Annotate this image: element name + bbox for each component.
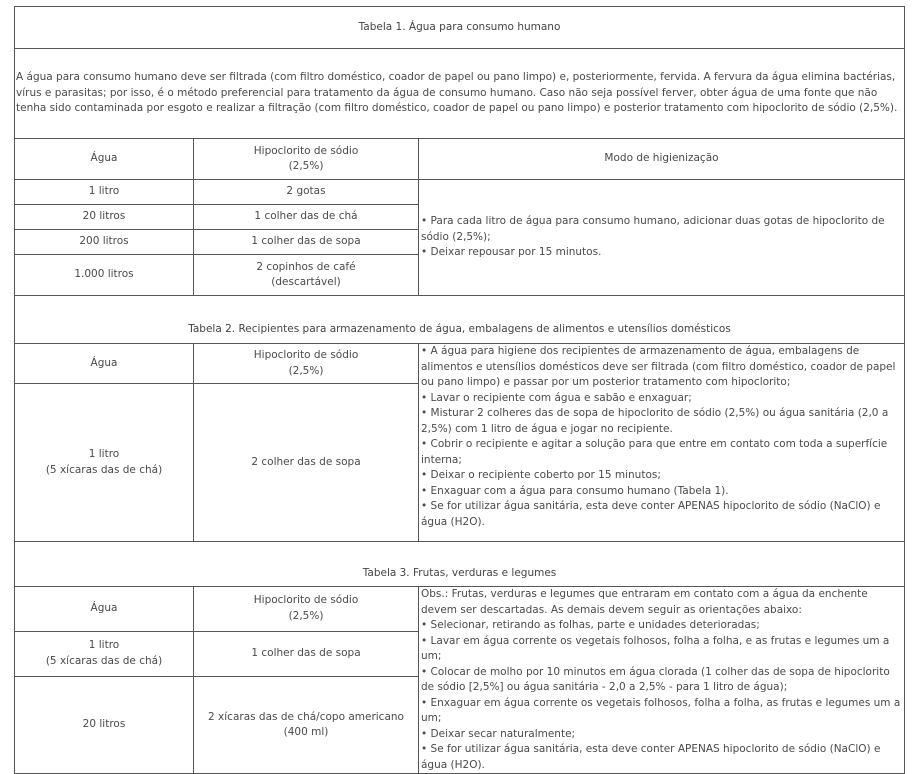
table3-title: Tabela 3. Frutas, verduras e legumes <box>15 542 905 587</box>
method-line: • Deixar o recipiente coberto por 15 minutos; <box>421 469 661 481</box>
header-hypo-line2: (2,5%) <box>288 160 324 172</box>
table3-header-row <box>15 587 905 632</box>
table1-hypo-cell: 2 gotas <box>194 180 419 205</box>
method-line: • Se for utilizar água sanitária, esta deve conter APENAS hipoclorito de sódio (NaClO) e água (H2O). <box>421 743 881 771</box>
method-line: • Colocar de molho por 10 minutos em água clorada (1 colher das de sopa de hipoclorito de sódio [2,5%] ou água sanitária - 2,0 a 2,5% - para 1 litro de água); <box>421 665 890 693</box>
table1-intro-row <box>15 49 905 139</box>
water-line1: 1 litro <box>88 448 120 460</box>
table2-method-cell <box>419 344 905 542</box>
header-hypo-line1: Hipoclorito de sódio <box>253 144 359 157</box>
hypo-line2: (400 ml) <box>283 726 329 739</box>
table1-header-hypochlorite <box>194 139 419 180</box>
table2-header-hypochlorite <box>194 344 419 384</box>
table3-hypo-cell <box>194 631 419 677</box>
hypo-line2: (descartável) <box>271 276 341 288</box>
hypo-line1: 2 copinhos de café <box>256 260 356 273</box>
hypo-line1: 1 colher das de sopa <box>251 647 361 660</box>
table1-hypo-cell: 1 colher das de chá <box>194 205 419 230</box>
table1-intro-text: A água para consumo humano deve ser filtrada (com filtro doméstico, coador de papel ou pano limpo) e, posteriormente, fervida. A fervura da água elimina bactérias, vírus e parasitas; por isso, é o método preferencial para tratamento da água de consumo humano. Caso não seja possível ferver, obter água de uma fonte que não tenha sido contaminada por esgoto e realizar a filtração (com filtro doméstico, coador de papel ou pano limpo) e posterior tratamento com hipoclorito de sódio (2,5%). <box>16 71 898 115</box>
method-line: • Se for utilizar água sanitária, esta deve conter APENAS hipoclorito de sódio (NaClO) e água (H2O). <box>421 500 881 528</box>
table2-water-cell <box>15 384 194 542</box>
table1-header-row <box>15 139 905 180</box>
table2-header-row <box>15 344 905 384</box>
header-hypo-line1: Hipoclorito de sódio <box>253 349 359 361</box>
header-hypo-line2: (2,5%) <box>288 609 324 622</box>
table2-title-row <box>15 296 905 344</box>
method-line: • Para cada litro de água para consumo humano, adicionar duas gotas de hipoclorito de sódio (2,5%); <box>421 215 885 243</box>
table3-water-cell <box>15 677 194 774</box>
method-line: • Cobrir o recipiente e agitar a solução para que entre em contato com toda a superfície interna; <box>421 438 888 466</box>
document <box>14 6 904 774</box>
hypo-line1: 2 xícaras das de chá/copo americano <box>208 710 404 723</box>
water-line1: 1 litro <box>88 639 120 652</box>
method-line: • Lavar em água corrente os vegetais folhosos, folha a folha, e as frutas e legumes um a um; <box>421 634 890 662</box>
table3-title-row <box>15 542 905 587</box>
table1-water-cell: 1 litro <box>15 180 194 205</box>
table-row <box>15 180 905 205</box>
method-line: • Lavar o recipiente com água e sabão e enxaguar; <box>421 391 692 404</box>
table1-method-cell <box>419 180 905 296</box>
table1-title: Tabela 1. Água para consumo humano <box>15 7 905 49</box>
table1-header-method: Modo de higienização <box>419 139 905 180</box>
table3-water-cell <box>15 631 194 677</box>
method-line: • A água para higiene dos recipientes de armazenamento de água, embalagens de alimentos e utensílios domésticos deve ser filtrada (com filtro doméstico, coador de papel ou pano limpo) e passar por um posterior tratamento com hipoclorito; <box>421 345 896 388</box>
table1-water-cell: 200 litros <box>15 230 194 255</box>
method-line: • Deixar repousar por 15 minutos. <box>421 246 602 259</box>
water-line1: 20 litros <box>82 718 126 731</box>
table3-hypo-cell <box>194 677 419 774</box>
table1-title-row <box>15 7 905 49</box>
water-line2: (5 xícaras das de chá) <box>45 654 163 667</box>
method-line: • Misturar 2 colheres das de sopa de hipoclorito de sódio (2,5%) ou água sanitária (2,0 a 2,5%) com 1 litro de água e jogar no recipiente. <box>421 407 889 435</box>
water-line2: (5 xícaras das de chá) <box>45 463 163 476</box>
table2-header-water: Água <box>15 344 194 384</box>
method-line: • Enxaguar em água corrente os vegetais folhosos, folha a folha, as frutas e legumes um a um; <box>421 696 901 724</box>
table1-water-cell: 1.000 litros <box>15 255 194 296</box>
table1-water-cell: 20 litros <box>15 205 194 230</box>
table1-hypo-cell <box>194 255 419 296</box>
table3-header-hypochlorite <box>194 587 419 632</box>
table3-header-water: Água <box>15 587 194 632</box>
method-line: • Deixar secar naturalmente; <box>421 727 576 740</box>
table2-hypo-cell: 2 colher das de sopa <box>194 384 419 542</box>
method-line: • Selecionar, retirando as folhas, parte e unidades deterioradas; <box>421 619 760 631</box>
header-hypo-line1: Hipoclorito de sódio <box>253 594 359 607</box>
table2-title: Tabela 2. Recipientes para armazenamento de água, embalagens de alimentos e utensílios domésticos <box>15 296 905 344</box>
header-hypo-line2: (2,5%) <box>288 364 324 377</box>
method-line: • Enxaguar com a água para consumo humano (Tabela 1). <box>421 484 729 497</box>
table1-header-water: Água <box>15 139 194 180</box>
hygiene-tables <box>14 6 905 774</box>
table3-method-cell <box>419 587 905 774</box>
table1-hypo-cell: 1 colher das de sopa <box>194 230 419 255</box>
method-line: Obs.: Frutas, verduras e legumes que entraram em contato com a água da enchente devem ser descartadas. As demais devem seguir as orientações abaixo: <box>421 588 868 616</box>
